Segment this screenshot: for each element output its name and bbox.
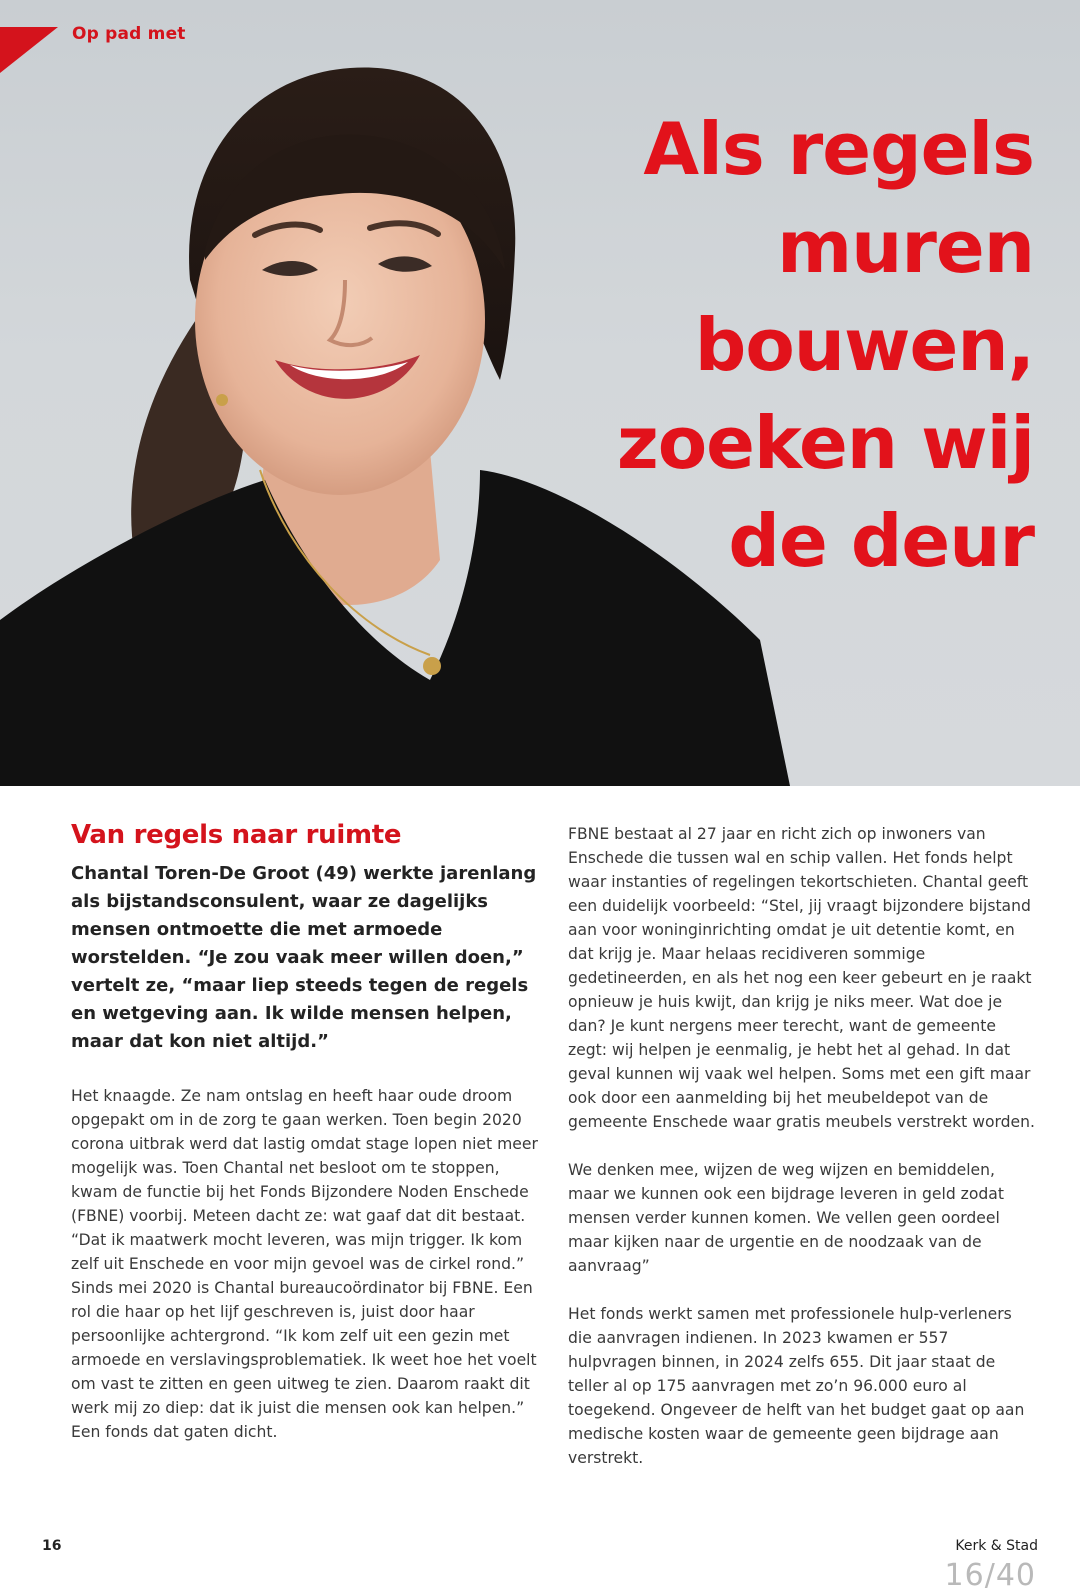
article-right-column xyxy=(568,822,1038,1494)
hero-section xyxy=(0,0,1080,786)
page-number: 16 xyxy=(42,1538,62,1554)
page-counter: 16/40 xyxy=(944,1558,1036,1593)
article-paragraph: We denken mee, wijzen de weg wijzen en bemiddelen, maar we kunnen ook een bijdrage leveren in geld zodat mensen verder kunnen komen. We vellen geen oordeel maar kijken naar de urgentie en de noodzaak van de aanvraag” xyxy=(568,1161,1004,1275)
headline-line: Als regels xyxy=(643,107,1034,191)
headline-line: zoeken wij xyxy=(616,401,1034,485)
article-paragraph: Het knaagde. Ze nam ontslag en heeft haar oude droom opgepakt om in de zorg te gaan werken. Toen begin 2020 corona uitbrak werd dat lastig omdat stage lopen niet meer mogelijk was. Toen Chantal net besloot om te stoppen, kwam de functie bij het Fonds Bijzondere Noden Enschede (FBNE) voorbij. Meteen dacht ze: wat gaaf dat dit bestaat. “Dat ik maatwerk mocht leveren, was mijn trigger. Ik kom zelf uit Enschede en voor mijn gevoel was de cirkel rond.” Sinds mei 2020 is Chantal bureaucoördinator bij FBNE. Een rol die haar op het lijf geschreven is, juist door haar persoonlijke achtergrond. “Ik kom zelf uit een gezin met armoede en verslavingsproblematiek. Ik weet hoe het voelt om vast te zitten en geen uitweg te zien. Daarom raakt dit werk mij zo diep: dat ik juist die mensen ook kan helpen.” Een fonds dat gaten dicht. xyxy=(71,1087,538,1441)
article-subheading: Van regels naar ruimte xyxy=(71,820,402,850)
article-paragraph: Het fonds werkt samen met professionele hulp-verleners die aanvragen indienen. In 2023 kwamen er 557 hulpvragen binnen, in 2024 zelfs 655. Dit jaar staat de teller al op 175 aanvragen met zo’n 96.000 euro al toegekend. Ongeveer de helft van het budget gaat op aan medische kosten waar de gemeente geen bijdrage aan verstrekt. xyxy=(568,1305,1025,1467)
article-paragraph: FBNE bestaat al 27 jaar en richt zich op inwoners van Enschede die tussen wal en schip vallen. Het fonds helpt waar instanties of regelingen tekortschieten. Chantal geeft een duidelijk voorbeeld: “Stel, jij vraagt bijzondere bijstand aan voor woninginrichting omdat je uit detentie komt, en dat krijg je. Maar helaas recidiveren sommige gedetineerden, en als het nog een keer gebeurt en je raakt opnieuw je huis kwijt, dan krijg je niks meer. Wat doe je dan? Je kunt nergens meer terecht, want de gemeente zegt: wij helpen je eenmalig, je hebt het al gehad. In dat geval kunnen wij vaak wel helpen. Soms met een gift maar ook door een aanmelding bij het meubeldepot van de gemeente Enschede waar gratis meubels verstrekt worden. xyxy=(568,825,1035,1131)
article-intro: Chantal Toren-De Groot (49) werkte jarenlang als bijstandsconsulent, waar ze dagelijks mensen ontmoette die met armoede worstelden. “Je zou vaak meer willen doen,” vertelt ze, “maar liep steeds tegen de regels en wetgeving aan. Ik wilde mensen helpen, maar dat kon niet altijd.” xyxy=(71,863,537,1052)
article-left-column xyxy=(71,820,541,1468)
publication-name: Kerk & Stad xyxy=(955,1538,1038,1554)
corner-flag xyxy=(0,27,58,73)
headline-line: de deur xyxy=(728,499,1034,583)
section-kicker: Op pad met xyxy=(72,24,186,44)
headline-line: muren xyxy=(777,205,1034,289)
headline xyxy=(564,100,1034,590)
headline-line: bouwen, xyxy=(694,303,1034,387)
